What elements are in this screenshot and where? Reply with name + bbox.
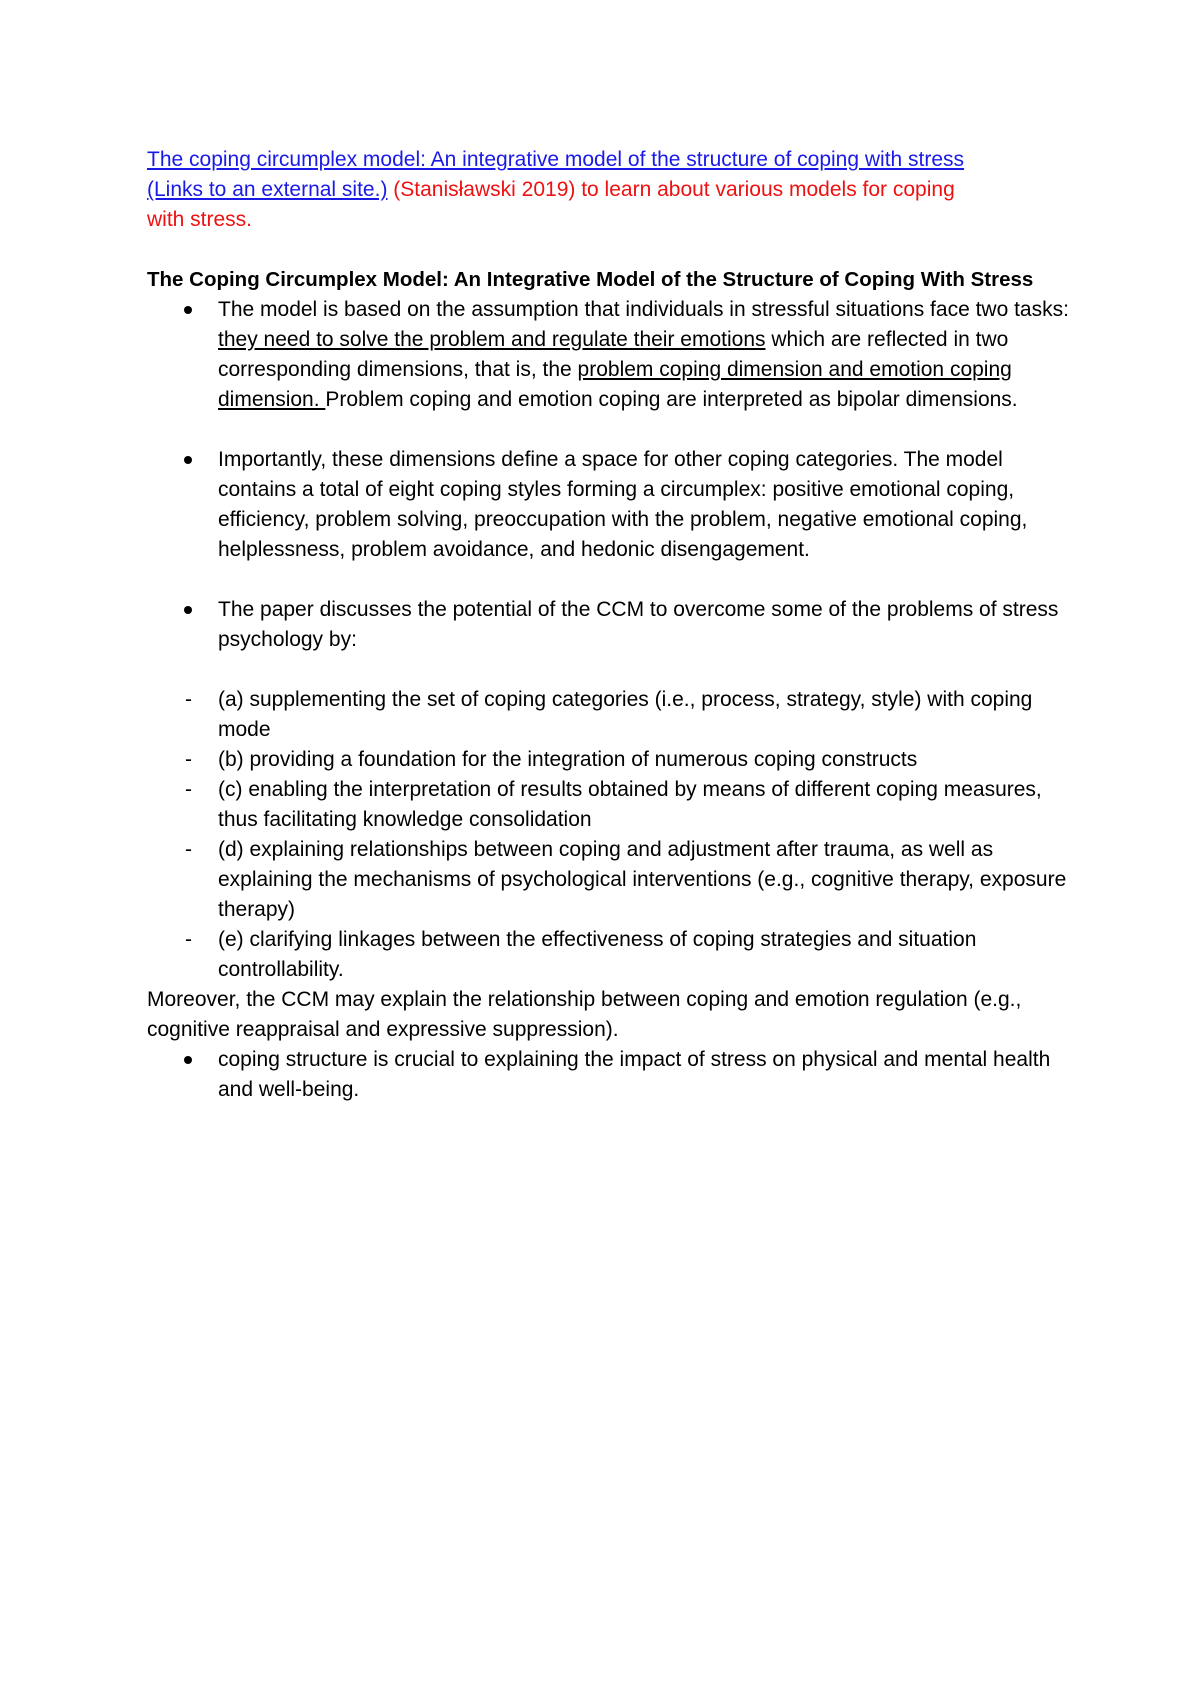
bullet-marker xyxy=(184,1056,192,1064)
bullet-marker xyxy=(184,306,192,314)
dash-list xyxy=(147,685,1077,985)
dash-marker: - xyxy=(185,928,192,951)
dash-item-text: (e) clarifying linkages between the effectiveness of coping strategies and situation controllability. xyxy=(218,928,977,981)
moreover-paragraph: Moreover, the CCM may explain the relationship between coping and emotion regulation (e.g., cognitive reappraisal and expressive suppression). xyxy=(147,988,1022,1041)
bullet-item-4 xyxy=(147,1045,1077,1105)
bullet-list-2 xyxy=(147,1045,1077,1105)
dash-marker: - xyxy=(185,838,192,861)
dash-marker: - xyxy=(185,778,192,801)
dash-item-e xyxy=(147,925,1077,985)
dash-item-text: (d) explaining relationships between coping and adjustment after trauma, as well as explaining the mechanisms of psychological interventions (e.g., cognitive therapy, exposure therapy) xyxy=(218,838,1067,921)
dash-marker: - xyxy=(185,688,192,711)
section-heading: The Coping Circumplex Model: An Integrative Model of the Structure of Coping With Stress xyxy=(147,268,1034,291)
bullet-marker xyxy=(184,456,192,464)
bullet3-text: The paper discusses the potential of the CCM to overcome some of the problems of stress psychology by: xyxy=(218,598,1059,651)
intro-paragraph xyxy=(147,145,997,235)
dash-item-text: (c) enabling the interpretation of results obtained by means of different coping measures, thus facilitating knowledge consolidation xyxy=(218,778,1042,831)
bullet1-text-part2: which are reflected in two corresponding dimensions, that is, the xyxy=(218,328,1009,381)
bullet-item-1 xyxy=(147,295,1077,415)
bullet-list xyxy=(147,295,1077,655)
dash-item-d xyxy=(147,835,1077,925)
bullet-marker xyxy=(184,606,192,614)
dash-item-text: (a) supplementing the set of coping categories (i.e., process, strategy, style) with coping mode xyxy=(218,688,1033,741)
bullet-item-3 xyxy=(147,595,1077,655)
dash-item-text: (b) providing a foundation for the integration of numerous coping constructs xyxy=(218,748,918,771)
dash-item-a xyxy=(147,685,1077,745)
document-page xyxy=(147,145,1077,1105)
bullet1-text-part3: Problem coping and emotion coping are interpreted as bipolar dimensions. xyxy=(325,388,1018,411)
bullet1-text-part1: The model is based on the assumption that individuals in stressful situations face two tasks: xyxy=(218,298,1069,321)
bullet4-text: coping structure is crucial to explaining the impact of stress on physical and mental health and well-being. xyxy=(218,1048,1051,1101)
dash-marker: - xyxy=(185,748,192,771)
bullet2-text: Importantly, these dimensions define a space for other coping categories. The model contains a total of eight coping styles forming a circumplex: positive emotional coping, efficiency, problem solving, preoccupation with the problem, negative emotional coping, helplessness, problem avoidance, and hedonic disengagement. xyxy=(218,448,1028,561)
bullet1-underlined-1: they need to solve the problem and regulate their emotions xyxy=(218,328,766,351)
dash-item-c xyxy=(147,775,1077,835)
reference-link[interactable]: The coping circumplex model: An integrative model of the structure of coping with stress (Links to an external site.) xyxy=(147,148,965,201)
bullet-item-2 xyxy=(147,445,1077,565)
bullet1-underlined-2: problem coping dimension and emotion coping dimension. xyxy=(218,358,1012,411)
dash-item-b xyxy=(147,745,1077,775)
reference-note: (Stanisławski 2019) to learn about various models for coping with stress. xyxy=(147,178,955,231)
